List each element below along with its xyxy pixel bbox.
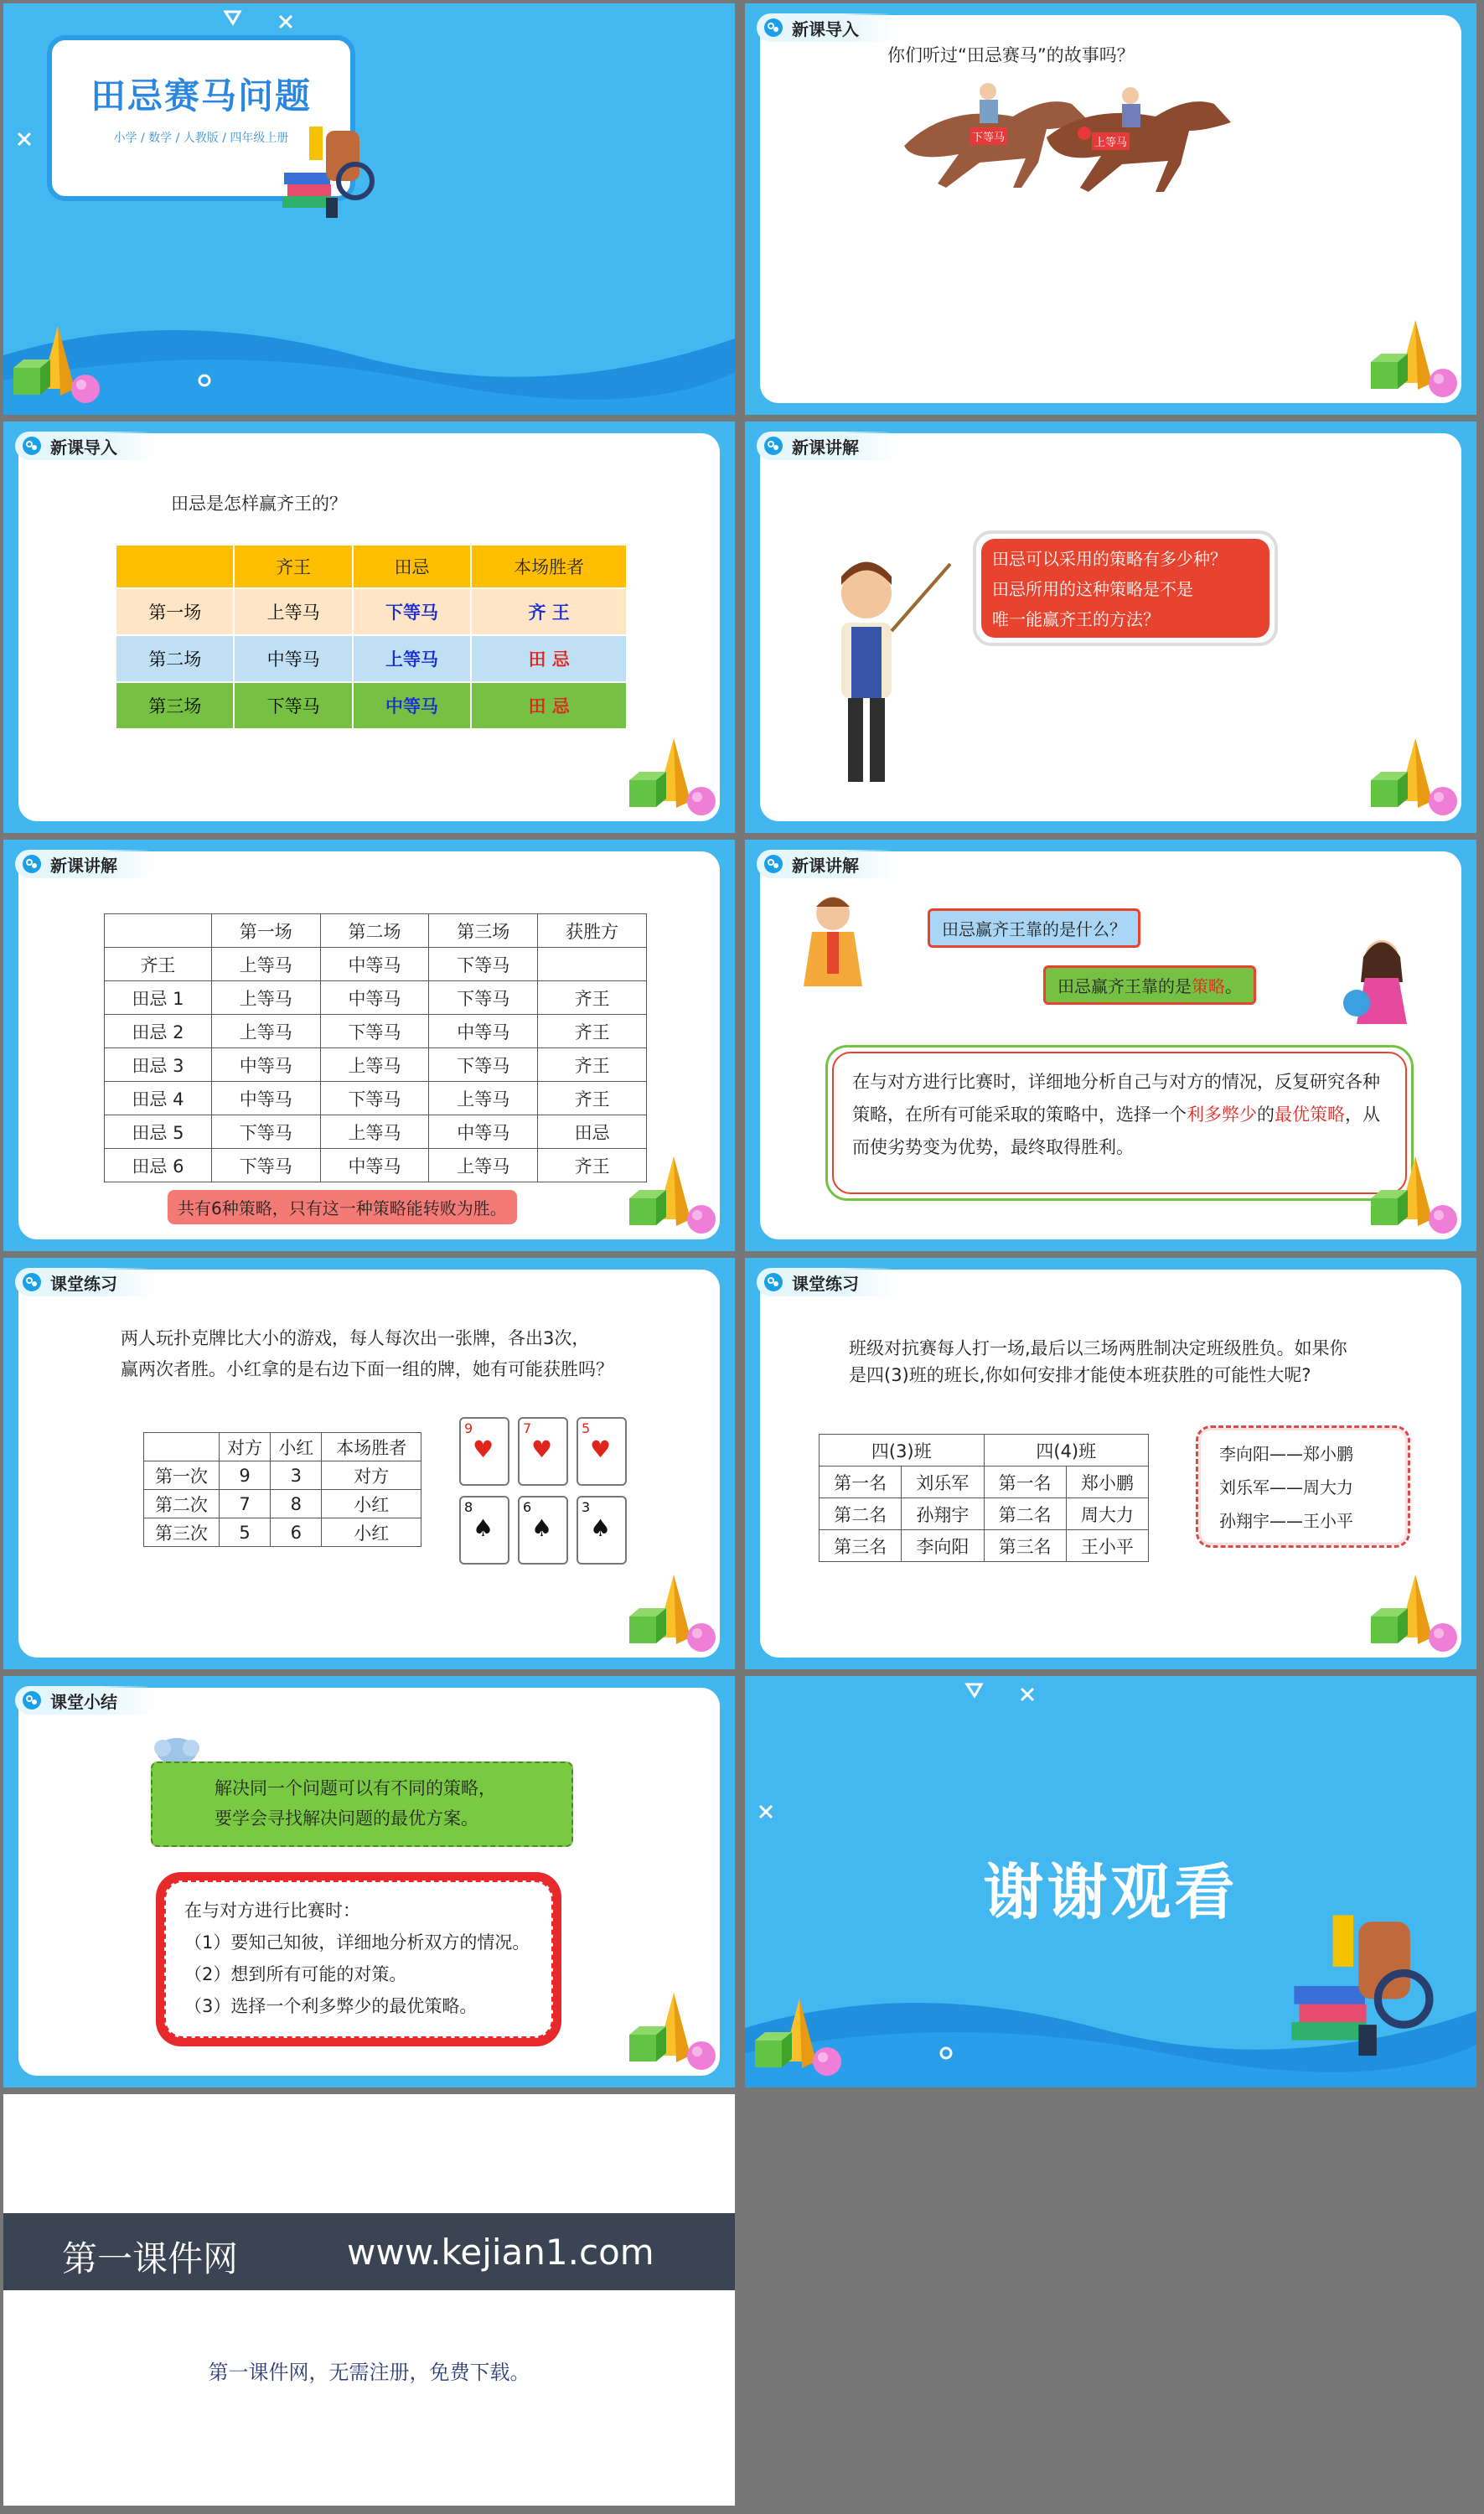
slide-4-teacher	[745, 422, 1476, 833]
shapes-decoration	[1369, 316, 1461, 400]
slide-5-strategies	[3, 840, 735, 1251]
section-tag	[15, 432, 158, 460]
green-summary-line-2: 要学会寻找解决问题的最优方案。	[215, 1808, 478, 1829]
table-cell: 下等马	[234, 682, 352, 729]
table-cell: 第三名	[820, 1530, 902, 1562]
table-cell: 田忌 1	[105, 981, 212, 1015]
table-cell: 齐 王	[471, 588, 627, 635]
heart-icon: ♥	[531, 1435, 553, 1463]
table-cell: 中等马	[320, 981, 429, 1015]
shapes-decoration	[1369, 1152, 1461, 1236]
brand-logo-icon	[22, 1272, 42, 1292]
red-summary-item: （3）选择一个利多弊少的最优策略。	[184, 1996, 478, 2016]
table-cell: 下等马	[429, 981, 538, 1015]
section-tag-label: 新课讲解	[50, 855, 117, 876]
shapes-decoration	[628, 734, 720, 818]
horse-label-left: 下等马	[970, 127, 1007, 145]
table-cell: 第二场	[320, 914, 429, 948]
question-line-2: 是四(3)班的班长,你如何安排才能使本班获胜的可能性大呢?	[849, 1365, 1311, 1385]
summary-note: 共有6种策略，只有这一种策略能转败为胜。	[168, 1190, 517, 1224]
table-cell: 第一名	[984, 1466, 1066, 1498]
card-rank: 7	[523, 1420, 532, 1436]
table-cell: 田忌 6	[105, 1149, 212, 1182]
table-cell: 下等马	[320, 1082, 429, 1115]
conclusion-keyword: 利多弊少	[1187, 1104, 1257, 1125]
class-table	[819, 1434, 1149, 1562]
spade-icon: ♠	[473, 1514, 494, 1542]
table-cell: 第一次	[144, 1461, 220, 1490]
section-tag-label: 新课导入	[792, 18, 859, 39]
answer-line-1: 李向阳——郑小鹏	[1219, 1444, 1353, 1464]
answer-text: 田忌赢齐王靠的是	[1057, 976, 1192, 996]
spade-icon: ♠	[590, 1514, 612, 1542]
table-header-row	[116, 545, 627, 588]
bubble-line-2: 田忌所用的这种策略是不是	[992, 579, 1193, 599]
table-cell: 上等马	[320, 1115, 429, 1149]
card-rank: 8	[464, 1499, 473, 1515]
question-line-1: 两人玩扑克牌比大小的游戏，每人每次出一张牌，各出3次，	[121, 1328, 590, 1348]
table-cell: 第三场	[429, 914, 538, 948]
table-cell: 孙翔宇	[902, 1498, 984, 1530]
slide-8-class-match	[745, 1258, 1476, 1669]
table-row	[144, 1490, 421, 1518]
table-cell: 9	[219, 1461, 270, 1490]
card-rank: 3	[582, 1499, 591, 1515]
table-cell: 田忌 2	[105, 1015, 212, 1048]
section-tag-label: 新课讲解	[792, 437, 859, 458]
table-cell: 第二次	[144, 1490, 220, 1518]
section-tag	[15, 1686, 158, 1715]
slide-11-banner	[3, 2094, 735, 2506]
table-cell: 第一名	[820, 1466, 902, 1498]
table-cell: 中等马	[234, 635, 352, 682]
card-rank: 5	[582, 1420, 591, 1436]
playing-card-spade	[518, 1496, 568, 1565]
table-cell	[116, 545, 234, 588]
heart-icon: ♥	[590, 1435, 612, 1463]
answer-keyword: 策略	[1192, 976, 1225, 996]
table-cell: 中等马	[429, 1015, 538, 1048]
table-row	[144, 1518, 421, 1547]
footer-text: 第一课件网，无需注册，免费下载。	[208, 2361, 530, 2384]
shapes-decoration	[628, 1570, 720, 1654]
table-cell: 下等马	[211, 1149, 320, 1182]
table-cell: 齐王	[538, 1082, 647, 1115]
table-cell: 获胜方	[538, 914, 647, 948]
card-rank: 9	[464, 1420, 473, 1436]
brand-logo-icon	[763, 854, 783, 874]
table-cell: 8	[271, 1490, 322, 1518]
table-cell: 田忌 5	[105, 1115, 212, 1149]
table-cell: 刘乐军	[902, 1466, 984, 1498]
table-row	[105, 1149, 647, 1182]
table-cell: 6	[271, 1518, 322, 1547]
table-cell: 田 忌	[471, 682, 627, 729]
horse-race-illustration	[879, 70, 1298, 196]
shapes-decoration	[1369, 734, 1461, 818]
section-tag	[15, 1268, 158, 1296]
shapes-decoration	[753, 1994, 845, 2078]
thanks-title: 谢谢观看	[983, 1857, 1238, 1927]
table-cell: 田忌 3	[105, 1048, 212, 1082]
heart-icon: ♥	[473, 1435, 494, 1463]
table-row	[105, 1048, 647, 1082]
table-cell: 齐王	[105, 948, 212, 981]
table-cell: 中等马	[320, 1149, 429, 1182]
slide-title: 田忌赛马问题	[90, 75, 312, 116]
playing-card-heart	[459, 1417, 509, 1486]
red-summary-item: （1）要知己知彼，详细地分析双方的情况。	[184, 1932, 530, 1953]
table-cell: 齐王	[538, 1149, 647, 1182]
section-tag-label: 课堂小结	[50, 1691, 117, 1712]
answer-punct: 。	[1225, 976, 1242, 996]
teacher-illustration	[816, 547, 959, 790]
table-cell: 第一场	[116, 588, 234, 635]
table-cell: 上等马	[234, 588, 352, 635]
table-cell	[105, 914, 212, 948]
table-row	[820, 1530, 1149, 1562]
table-cell: 下等马	[211, 1115, 320, 1149]
table-row	[116, 635, 627, 682]
shapes-decoration	[628, 1152, 720, 1236]
brand-logo-icon	[22, 854, 42, 874]
section-tag-label: 课堂练习	[792, 1273, 859, 1294]
table-cell: 上等马	[211, 981, 320, 1015]
table-cell: 下等马	[353, 588, 471, 635]
table-cell: 四(4)班	[984, 1435, 1149, 1466]
books-illustration	[1281, 1902, 1449, 2070]
table-cell: 田忌	[538, 1115, 647, 1149]
table-cell: 7	[219, 1490, 270, 1518]
table-row	[105, 948, 647, 981]
table-cell: 对方	[219, 1433, 270, 1461]
table-cell: 上等马	[353, 635, 471, 682]
table-row	[116, 588, 627, 635]
table-cell: 小红	[271, 1433, 322, 1461]
slide-10-thanks	[745, 1676, 1476, 2087]
table-row	[144, 1461, 421, 1490]
table-cell: 李向阳	[902, 1530, 984, 1562]
table-cell	[538, 948, 647, 981]
table-cell: 本场胜者	[471, 545, 627, 588]
slide-2-intro	[745, 3, 1476, 415]
section-tag	[757, 13, 899, 42]
table-cell: 3	[271, 1461, 322, 1490]
table-cell: 齐王	[538, 1015, 647, 1048]
section-tag	[15, 850, 158, 878]
table-cell: 第三场	[116, 682, 234, 729]
brand-logo-icon	[22, 1690, 42, 1710]
question-line-1: 班级对抗赛每人打一场,最后以三场两胜制决定班级胜负。如果你	[849, 1338, 1347, 1358]
card-rank: 6	[523, 1499, 532, 1515]
table-row	[105, 981, 647, 1015]
table-row	[105, 1015, 647, 1048]
shapes-decoration	[1369, 1570, 1461, 1654]
table-cell: 第一场	[211, 914, 320, 948]
table-row	[820, 1498, 1149, 1530]
strategy-table	[104, 913, 647, 1182]
green-summary-line-1: 解决同一个问题可以有不同的策略，	[215, 1778, 496, 1798]
table-cell: 齐王	[538, 1048, 647, 1082]
table-cell: 第三名	[984, 1530, 1066, 1562]
section-tag-label: 课堂练习	[50, 1273, 117, 1294]
table-cell: 上等马	[429, 1149, 538, 1182]
shapes-decoration	[628, 1989, 720, 2072]
table-cell: 上等马	[429, 1082, 538, 1115]
slide-9-summary	[3, 1676, 735, 2087]
playing-card-heart	[518, 1417, 568, 1486]
table-cell: 下等马	[429, 948, 538, 981]
table-cell: 第二名	[820, 1498, 902, 1530]
banner-site-url[interactable]: www.kejian1.com	[347, 2232, 654, 2273]
conclusion-part: ，从而使劣势变为优势，最终取得胜利。	[852, 1104, 1380, 1157]
table-row	[105, 1082, 647, 1115]
banner-site-name: 第一课件网	[62, 2238, 239, 2279]
table-row	[820, 1466, 1149, 1498]
brand-logo-icon	[763, 436, 783, 456]
bubble-line-3: 唯一能赢齐王的方法？	[992, 609, 1160, 629]
table-cell: 中等马	[211, 1082, 320, 1115]
answer-line-3: 孙翔宇——王小平	[1219, 1511, 1353, 1531]
table-cell: 第三次	[144, 1518, 220, 1547]
shapes-decoration	[12, 322, 104, 406]
table-cell: 上等马	[320, 1048, 429, 1082]
slide-1-title	[3, 3, 735, 415]
table-cell: 下等马	[429, 1048, 538, 1082]
table-cell: 本场胜者	[322, 1433, 421, 1461]
slide-7-cards	[3, 1258, 735, 1669]
answer-line-2: 刘乐军——周大力	[1219, 1477, 1353, 1498]
answer-bubble	[1043, 965, 1256, 1005]
table-cell: 小红	[322, 1490, 421, 1518]
table-cell: 四(3)班	[820, 1435, 985, 1466]
red-summary-title: 在与对方进行比赛时：	[184, 1901, 360, 1921]
table-cell: 5	[219, 1518, 270, 1547]
table-cell: 上等马	[211, 948, 320, 981]
table-cell: 田 忌	[471, 635, 627, 682]
table-cell: 王小平	[1066, 1530, 1148, 1562]
table-row-highlight	[105, 1115, 647, 1149]
conclusion-text	[852, 1066, 1380, 1164]
table-cell: 下等马	[320, 1015, 429, 1048]
table-cell: 齐王	[234, 545, 352, 588]
question-text: 田忌是怎样赢齐王的？	[171, 494, 347, 514]
slide-3-table	[3, 422, 735, 833]
card-table	[143, 1432, 421, 1547]
spade-icon: ♠	[531, 1514, 553, 1542]
conclusion-part: 在与对方进行比赛时，详细地分析自己与对方的情况，反复研究各种策略，在所有可能采取的策略中，选择一个	[852, 1072, 1380, 1125]
section-tag	[757, 432, 899, 460]
table-cell: 上等马	[211, 1015, 320, 1048]
section-tag	[757, 850, 899, 878]
table-cell: 中等马	[320, 948, 429, 981]
table-header-row	[105, 914, 647, 948]
table-cell: 对方	[322, 1461, 421, 1490]
table-cell	[144, 1433, 220, 1461]
table-cell: 中等马	[429, 1115, 538, 1149]
girl-illustration	[1331, 932, 1424, 1032]
red-summary-item: （2）想到所有可能的对策。	[184, 1964, 407, 1984]
table-cell: 中等马	[211, 1048, 320, 1082]
table-cell: 齐王	[538, 981, 647, 1015]
brand-logo-icon	[22, 436, 42, 456]
race-table	[115, 544, 628, 730]
books-illustration	[276, 122, 385, 223]
table-cell: 中等马	[353, 682, 471, 729]
table-cell: 郑小鹏	[1066, 1466, 1148, 1498]
conclusion-part: 的	[1257, 1104, 1275, 1125]
section-tag	[757, 1268, 899, 1296]
table-header-row	[820, 1435, 1149, 1466]
playing-card-spade	[459, 1496, 509, 1565]
bubble-line-1: 田忌可以采用的策略有多少种？	[992, 549, 1227, 569]
conclusion-keyword: 最优策略	[1275, 1104, 1345, 1125]
table-cell: 田忌	[353, 545, 471, 588]
slide-6-strategy	[745, 840, 1476, 1251]
brand-logo-icon	[763, 18, 783, 38]
slide-subtitle: 小学 / 数学 / 人教版 / 四年级上册	[113, 132, 289, 145]
playing-card-spade	[577, 1496, 627, 1565]
table-cell: 小红	[322, 1518, 421, 1547]
horse-label-right: 上等马	[1092, 132, 1130, 150]
table-cell: 田忌 4	[105, 1082, 212, 1115]
table-row	[116, 682, 627, 729]
boy-illustration	[795, 890, 871, 991]
section-tag-label: 新课导入	[50, 437, 117, 458]
question-text: 你们听过“田忌赛马”的故事吗？	[887, 45, 1135, 65]
playing-card-heart	[577, 1417, 627, 1486]
question-bubble: 田忌赢齐王靠的是什么？	[928, 908, 1140, 948]
section-tag-label: 新课讲解	[792, 855, 859, 876]
table-cell: 第二场	[116, 635, 234, 682]
question-line-2: 赢两次者胜。小红拿的是右边下面一组的牌，她有可能获胜吗？	[121, 1359, 613, 1379]
table-header-row	[144, 1433, 421, 1461]
table-cell: 第二名	[984, 1498, 1066, 1530]
table-cell: 周大力	[1066, 1498, 1148, 1530]
brand-logo-icon	[763, 1272, 783, 1292]
